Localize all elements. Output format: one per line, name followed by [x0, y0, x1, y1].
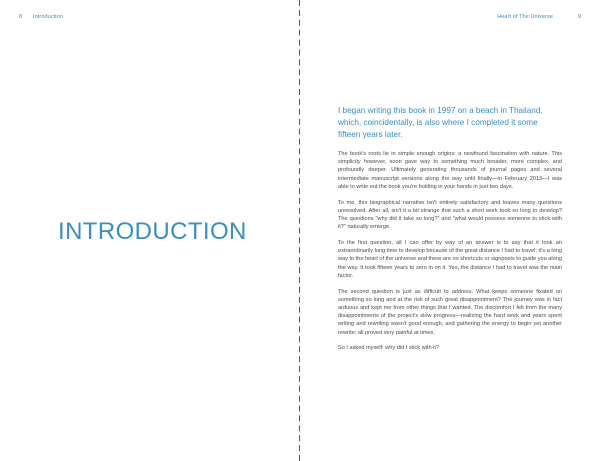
- body-paragraph-4: The second question is just as difficult to address. What keeps someone fixated on something so long and at the risk of such great disappointment? The journey was in fact arduous and kept me from other things that I wanted. The discomfort I felt from the many disappointments of the project's slow progress—realizing the hard work and years spent writing and rewriting wasn't good enough, and gathering the energy to begin yet another rewrite; all proved very painful at times.: [338, 288, 562, 336]
- right-running-head: Heart of The Universe: [497, 14, 553, 20]
- left-page-number: 8: [19, 14, 23, 20]
- body-paragraph-2: To me, this biographical narrative isn't entirely satisfactory and leaves many questions unresolved. After all, isn't it a bit strange that such a short work took so long to develop? The questions "why did it take so long?" and "what would possess someone to stick with it?" naturally emerge.: [338, 199, 562, 231]
- body-paragraph-1: The book's roots lie in simple enough origins: a newfound fascination with nature. This simplicity however, soon gave way to something much broader, more complex, and profoundly deeper. Ultimately generating thousands of journal pages and several intermediate manuscript versions along the way until finally—in February 2013—I was able to write out the book you're holding in your hands in just two days.: [338, 151, 562, 190]
- chapter-title: INTRODUCTION: [58, 218, 247, 245]
- body-paragraph-3: To the first question, all I can offer by way of an answer is to say that it took an extraordinarily long time to develop because of the great distance I had to travel; it's a long way to the heart of the universe and there are no shortcuts or signposts to guide you along the way. It took fifteen years to zero in on it. Yes, the distance I had to travel was the main factor.: [338, 240, 562, 279]
- left-running-head: Introduction: [33, 14, 63, 20]
- right-page-number: 9: [577, 14, 581, 20]
- lead-paragraph: I began writing this book in 1997 on a beach in Thailand, which, coincidentally, is also where I completed it some fifteen years later.: [338, 106, 543, 139]
- body-paragraph-5: So I asked myself: why did I stick with it?: [338, 345, 440, 352]
- body-text: [338, 150, 562, 360]
